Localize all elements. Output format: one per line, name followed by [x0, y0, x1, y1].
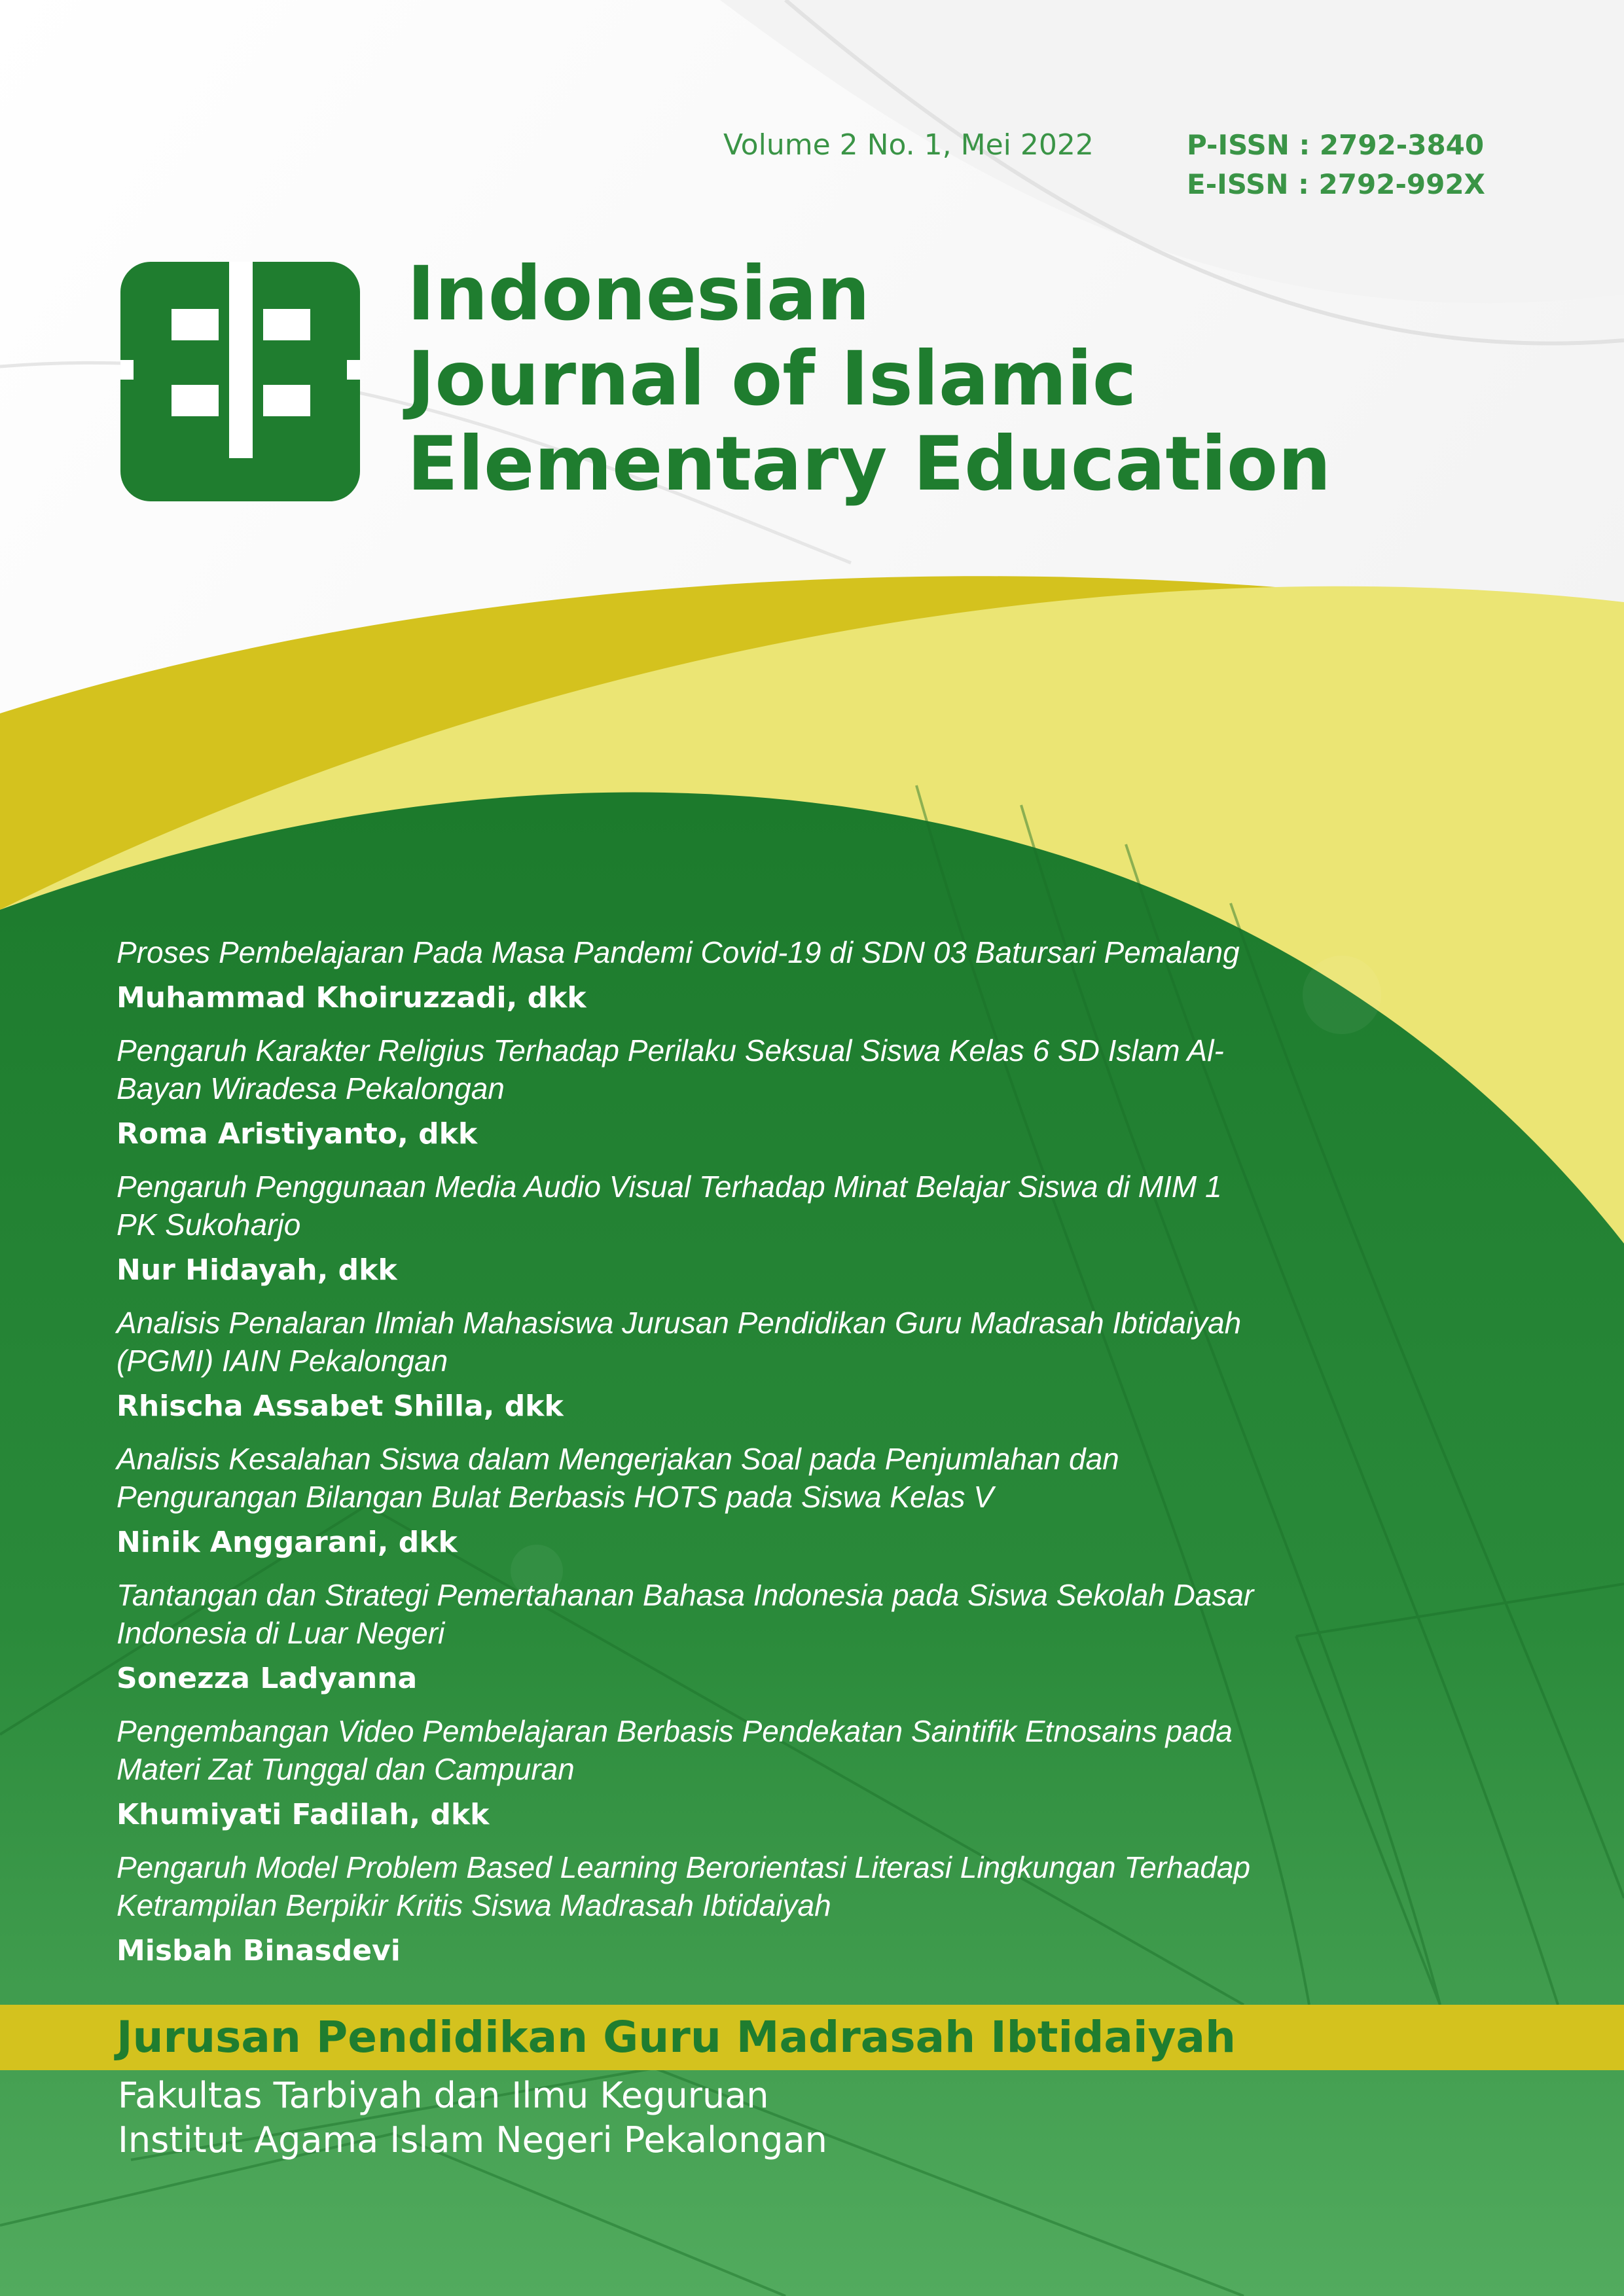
- article-item: [117, 1712, 1269, 1834]
- p-issn: P-ISSN : 2792-3840: [1187, 129, 1485, 161]
- article-item: [117, 1440, 1269, 1562]
- faculty-name: Fakultas Tarbiyah dan Ilmu Keguruan: [118, 2075, 769, 2116]
- article-title: Pengaruh Penggunaan Media Audio Visual Terhadap Minat Belajar Siswa di MIM 1 PK Sukoharjo: [117, 1170, 1222, 1242]
- journal-title-line-3: Elementary Education: [407, 420, 1331, 507]
- e-issn: E-ISSN : 2792-992X: [1187, 168, 1485, 200]
- journal-title-line-2: Journal of Islamic: [407, 335, 1137, 422]
- article-author: Ninik Anggarani, dkk: [117, 1526, 458, 1559]
- journal-title: [407, 251, 1331, 507]
- article-title: Analisis Kesalahan Siswa dalam Mengerjakan Soal pada Penjumlahan dan Pengurangan Bilangan Bulat Berbasis HOTS pada Siswa Kelas V: [117, 1442, 1119, 1514]
- issn-block: [1187, 126, 1485, 204]
- article-author: Roma Aristiyanto, dkk: [117, 1117, 478, 1151]
- article-author: Sonezza Ladyanna: [117, 1662, 418, 1695]
- article-item: [117, 1168, 1269, 1289]
- article-author: Muhammad Khoiruzzadi, dkk: [117, 981, 586, 1014]
- article-item: [117, 1031, 1269, 1153]
- article-author: Nur Hidayah, dkk: [117, 1253, 397, 1287]
- article-item: [117, 933, 1269, 1017]
- article-title: Proses Pembelajaran Pada Masa Pandemi Covid-19 di SDN 03 Batursari Pemalang: [117, 935, 1240, 969]
- article-item: [117, 1304, 1269, 1426]
- article-title: Pengembangan Video Pembelajaran Berbasis Pendekatan Saintifik Etnosains pada Materi Zat Tunggal dan Campuran: [117, 1714, 1233, 1786]
- article-title: Pengaruh Model Problem Based Learning Berorientasi Literasi Lingkungan Terhadap Ketrampilan Berpikir Kritis Siswa Madrasah Ibtidaiyah: [117, 1850, 1251, 1922]
- article-title: Tantangan dan Strategi Pemertahanan Bahasa Indonesia pada Siswa Sekolah Dasar Indonesia di Luar Negeri: [117, 1578, 1254, 1650]
- article-list: [117, 933, 1269, 1984]
- journal-logo: [120, 262, 360, 501]
- article-item: [117, 1848, 1269, 1970]
- volume-info: Volume 2 No. 1, Mei 2022: [723, 128, 1094, 162]
- article-title: Pengaruh Karakter Religius Terhadap Perilaku Seksual Siswa Kelas 6 SD Islam Al-Bayan Wiradesa Pekalongan: [117, 1033, 1224, 1105]
- journal-title-line-1: Indonesian: [407, 250, 870, 337]
- article-author: Misbah Binasdevi: [117, 1934, 401, 1967]
- article-title: Analisis Penalaran Ilmiah Mahasiswa Jurusan Pendidikan Guru Madrasah Ibtidaiyah (PGMI) IAIN Pekalongan: [117, 1306, 1242, 1378]
- institution-block: [118, 2073, 827, 2162]
- article-author: Rhischa Assabet Shilla, dkk: [117, 1390, 564, 1423]
- article-author: Khumiyati Fadilah, dkk: [117, 1798, 490, 1831]
- institute-name: Institut Agama Islam Negeri Pekalongan: [118, 2119, 827, 2161]
- department-name: Jurusan Pendidikan Guru Madrasah Ibtidaiyah: [117, 2012, 1236, 2062]
- article-item: [117, 1576, 1269, 1698]
